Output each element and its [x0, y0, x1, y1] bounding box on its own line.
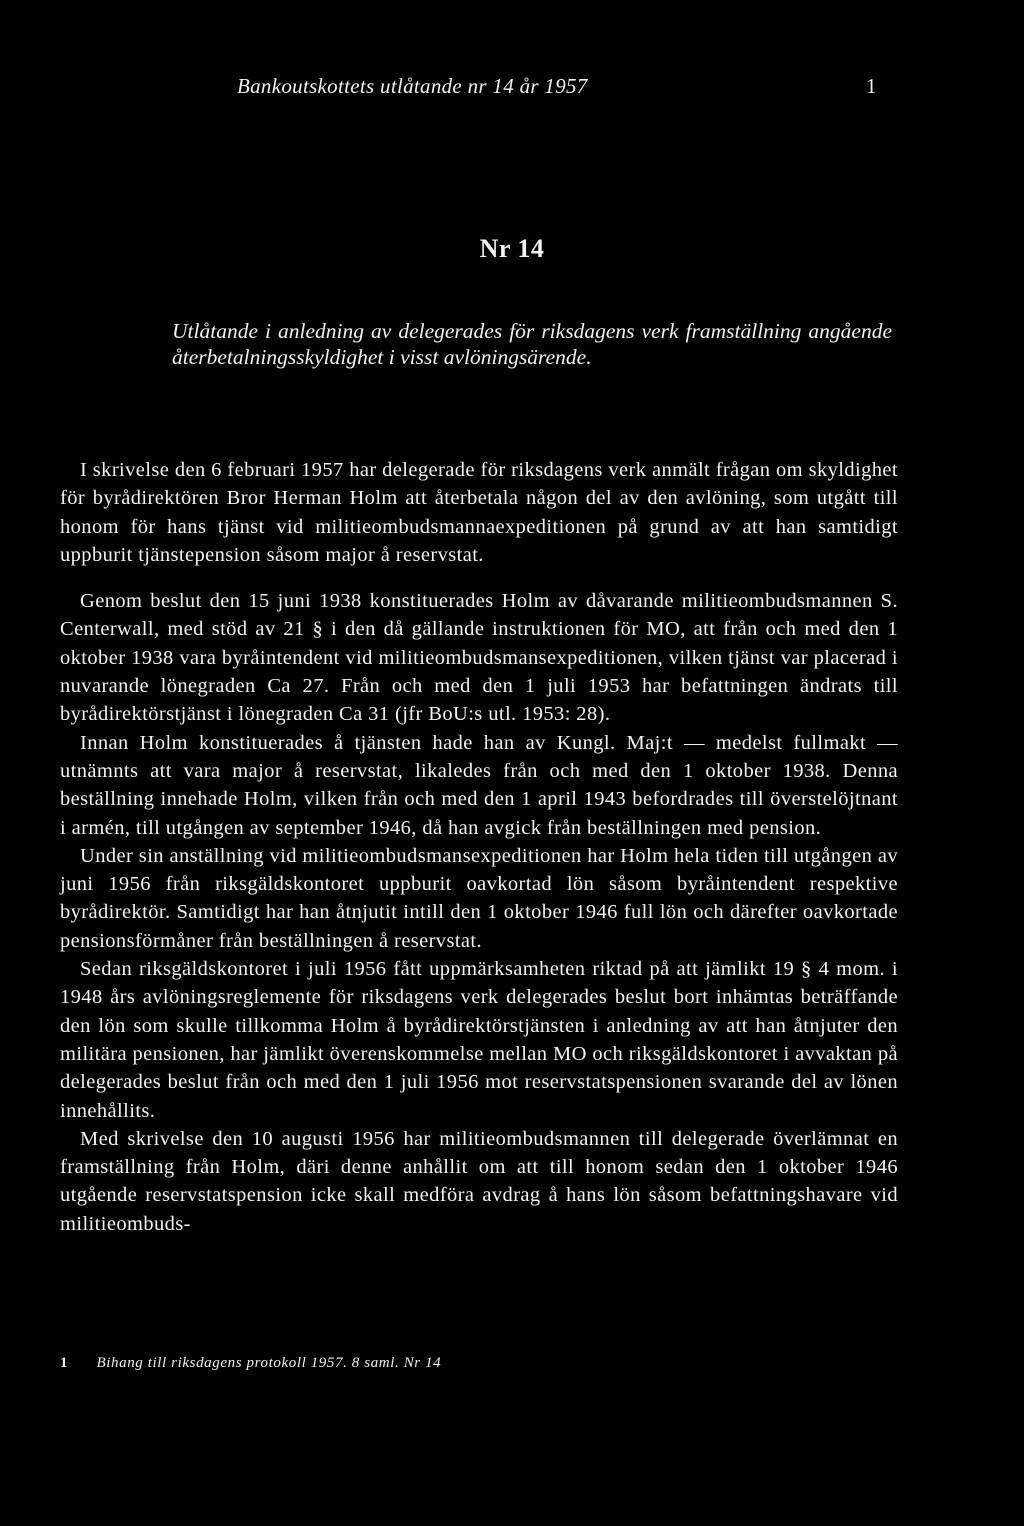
signature-mark: 1: [60, 1355, 69, 1371]
page-footer: [60, 1355, 441, 1372]
document-number: Nr 14: [479, 234, 545, 263]
paragraph-3: Innan Holm konstituerades å tjänsten hade han av Kungl. Maj:t — medelst fullmakt — utnämnts att vara major å reservstat, likaledes från och med den 1 oktober 1938. Denna beställning innehade Holm, vilken från och med den 1 april 1943 befordrades till överstelöjtnant i armén, till utgången av september 1946, då han avgick från beställningen med pension.: [60, 731, 898, 839]
paragraph-1: I skrivelse den 6 februari 1957 har delegerade för riksdagens verk anmält frågan om skyldighet för byrådirektören Bror Herman Holm att återbetala någon del av den avlöning, som utgått till honom för hans tjänst vid militieombudsmannaexpeditionen på grund av att han samtidigt uppburit tjänstepension såsom major å reservstat.: [60, 459, 898, 566]
footer-text: Bihang till riksdagens protokoll 1957. 8 saml. Nr 14: [96, 1355, 442, 1371]
page-number: 1: [866, 74, 877, 98]
document-summary: Utlåtande i anledning av delegerades för riksdagens verk framställning angående återbetalningsskyldighet i visst avlöningsärende.: [172, 319, 892, 369]
paragraph-5: Sedan riksgäldskontoret i juli 1956 fått uppmärksamheten riktad på att jämlikt 19 § 4 mom. i 1948 års avlöningsreglemente för riksdagens verk delegerades beslut bort inhämtas beträffande den lön som skulle tillkomma Holm å byrådirektörstjänsten i anledning av att han åtnjuter den militära pensionen, har jämlikt överenskommelse mellan MO och riksgäldskontoret i avvaktan på delegerades beslut från och med den 1 juli 1956 mot reservstatspensionen svarande del av lönen innehållits.: [60, 958, 898, 1122]
paragraph-6: Med skrivelse den 10 augusti 1956 har militieombudsmannen till delegerade överlämnat en framställning från Holm, däri denne anhållit om att till honom sedan den 1 oktober 1946 utgående reservstatspension icke skall medföra avdrag å hans lön såsom befattningshavare vid militieombuds-: [60, 1127, 898, 1235]
paragraph-4: Under sin anställning vid militieombudsmansexpeditionen har Holm hela tiden till utgången av juni 1956 från riksgäldskontoret uppburit oavkortad lön såsom byråintendent respektive byrådirektör. Samtidigt har han åtnjutit intill den 1 oktober 1946 full lön och därefter oavkortade pensionsförmåner från beställningen å reservstat.: [60, 844, 898, 952]
paragraph-2: Genom beslut den 15 juni 1938 konstituerades Holm av dåvarande militieombudsmannen S. Centerwall, med stöd av 21 § i den då gällande instruktionen för MO, att från och med den 1 oktober 1938 vara byråintendent vid militieombudsmansexpeditionen, vilken tjänst var placerad i nuvarande lönegraden Ca 27. Från och med den 1 juli 1953 har befattningen ändrats till byrådirektörstjänst i lönegraden Ca 31 (jfr BoU:s utl. 1953: 28).: [60, 590, 898, 726]
running-header: Bankoutskottets utlåtande nr 14 år 1957: [237, 74, 588, 98]
body-text: [60, 456, 898, 1238]
